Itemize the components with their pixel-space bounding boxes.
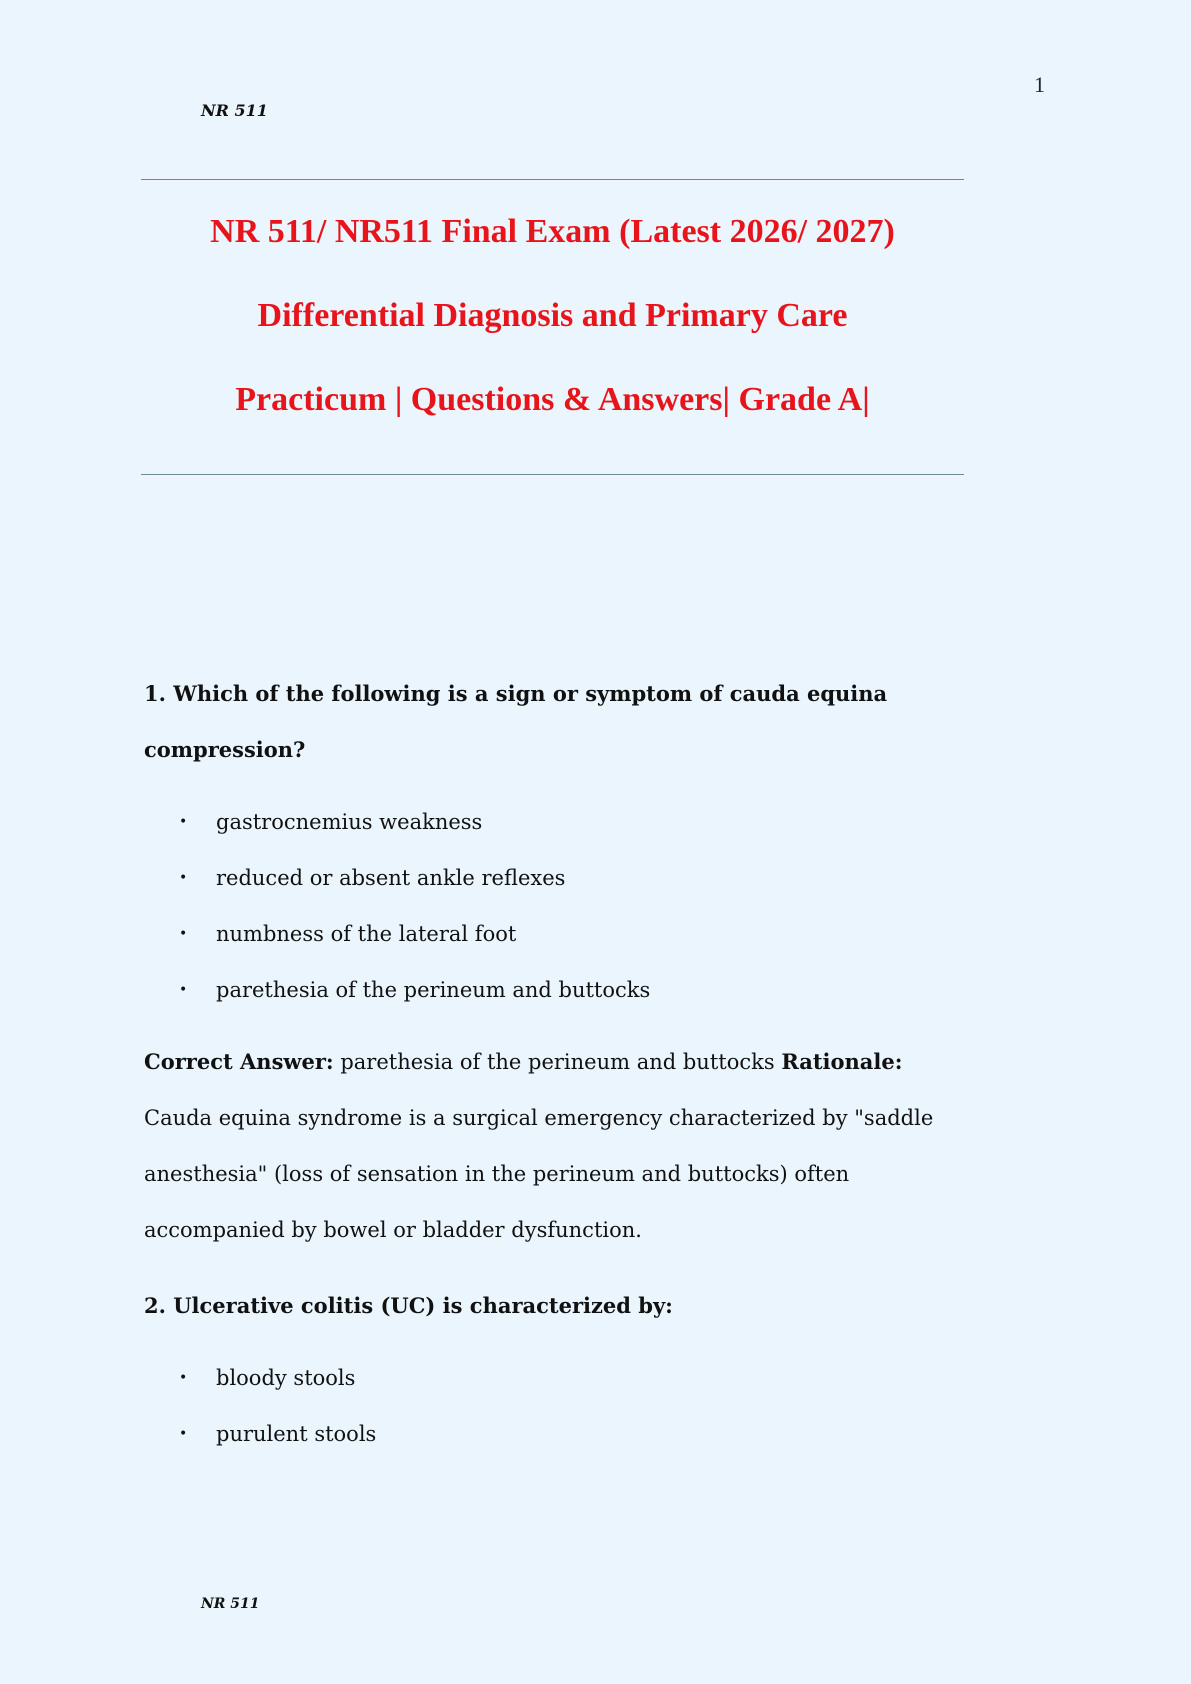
bullet-icon: • [179,1426,188,1442]
page-number: 1 [1034,72,1045,97]
running-footer: NR 511 [201,1596,260,1612]
question-2-options [144,1350,1024,1462]
bullet-icon: • [179,870,188,886]
title-line-3: Practicum | Questions & Answers| Grade A| [235,381,870,418]
question-2-text [144,1278,1024,1334]
correct-answer-label: Correct Answer: [144,1049,334,1074]
title-line-1: NR 511/ NR511 Final Exam (Latest 2026/ 2027) [210,213,895,250]
rationale-line-1: Cauda equina syndrome is a surgical emergency characterized by "saddle [144,1106,934,1130]
bullet-icon: • [179,982,188,998]
rationale-line-3: accompanied by bowel or bladder dysfunction. [144,1218,642,1242]
question-2 [144,1278,1024,1462]
title-line-2: Differential Diagnosis and Primary Care [257,297,848,334]
document-title [141,190,964,442]
option-text: purulent stools [216,1422,377,1446]
rationale-line-2: anesthesia" (loss of sensation in the perineum and buttocks) often [144,1162,850,1186]
document-body [144,666,1024,1462]
option-text: parethesia of the perineum and buttocks [216,978,651,1002]
option-text: numbness of the lateral foot [216,922,517,946]
running-header: NR 511 [201,101,268,120]
option-text: reduced or absent ankle reflexes [216,866,566,890]
list-item [144,1350,1024,1406]
correct-answer-value: parethesia of the perineum and buttocks [340,1050,775,1074]
question-1 [144,666,1024,1258]
list-item [144,906,1024,962]
option-text: bloody stools [216,1366,356,1390]
list-item [144,962,1024,1018]
list-item [144,1406,1024,1462]
option-text: gastrocnemius weakness [216,810,483,834]
question-1-options [144,794,1024,1018]
bullet-icon: • [179,926,188,942]
bullet-icon: • [179,1370,188,1386]
list-item [144,850,1024,906]
question-1-text [144,666,1024,778]
title-top-rule [141,179,964,180]
question-1-line-2: compression? [144,737,306,762]
title-bottom-rule [141,474,964,475]
rationale-label: Rationale: [781,1049,903,1074]
question-2-line-1: 2. Ulcerative colitis (UC) is characterized by: [144,1293,673,1318]
question-1-answer [144,1034,1024,1258]
question-1-line-1: 1. Which of the following is a sign or symptom of cauda equina [144,681,888,706]
bullet-icon: • [179,814,188,830]
list-item [144,794,1024,850]
